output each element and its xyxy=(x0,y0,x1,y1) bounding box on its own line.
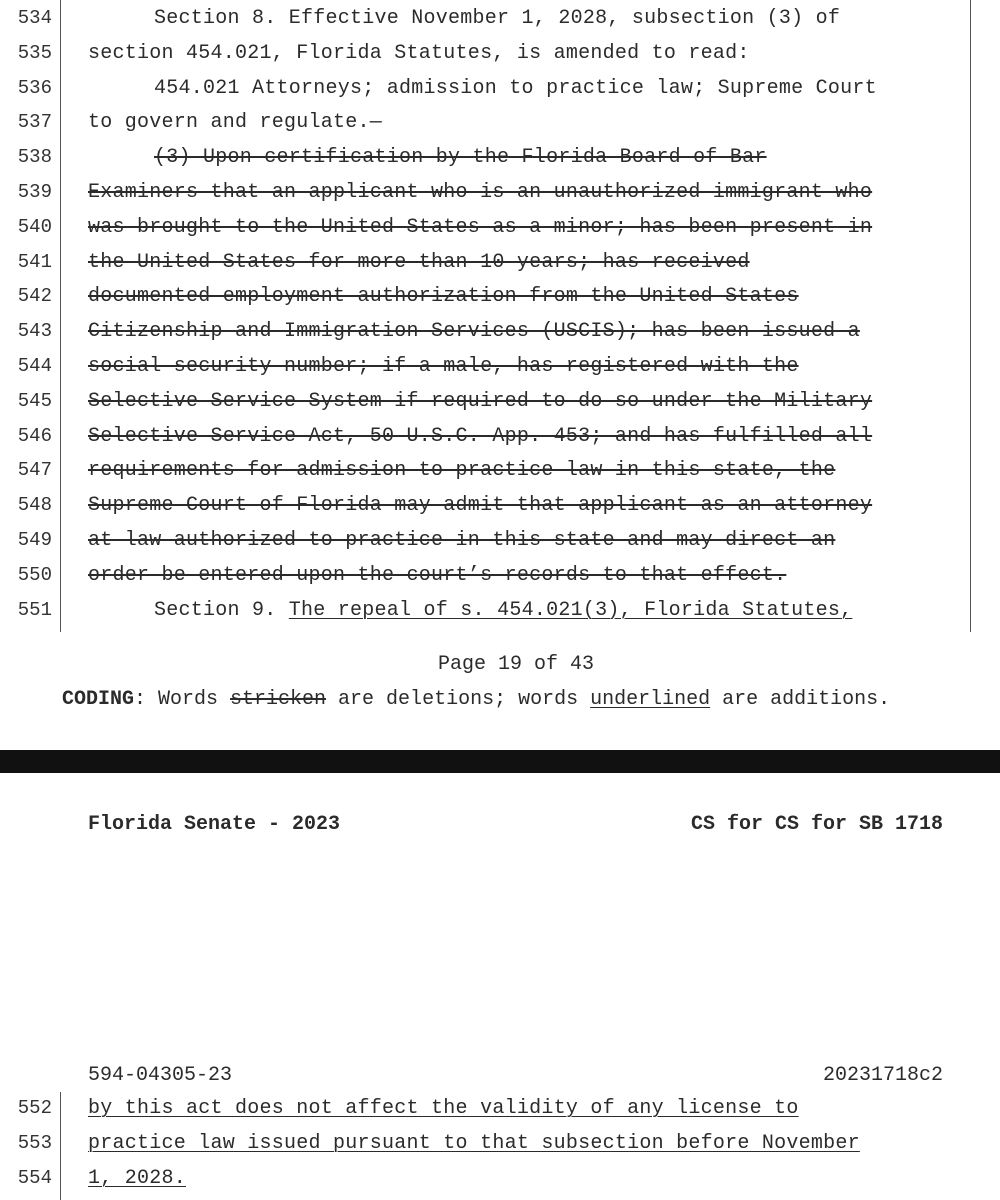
line-text xyxy=(88,42,750,65)
line-text xyxy=(88,216,872,239)
bill-line xyxy=(0,457,1000,492)
bill-line xyxy=(0,562,1000,597)
deleted-text: Supreme Court of Florida may admit that applicant as an attorney xyxy=(88,494,873,518)
bill-line xyxy=(0,1130,1000,1165)
line-text xyxy=(88,529,835,552)
document-code-left: 594-04305-23 xyxy=(88,1064,233,1087)
line-text xyxy=(88,111,382,134)
right-margin-rule xyxy=(970,0,971,632)
line-text xyxy=(88,1167,186,1190)
added-text: The repeal of s. 454.021(3), Florida Statutes, xyxy=(288,598,853,622)
added-text: 1, 2028. xyxy=(88,1166,187,1190)
text-segment: section 454.021, Florida Statutes, is amended to read: xyxy=(88,41,750,65)
line-number: 538 xyxy=(17,146,52,169)
line-number: 543 xyxy=(17,320,52,343)
bill-line xyxy=(0,5,1000,40)
coding-underlined-example: underlined xyxy=(590,688,711,711)
bill-line xyxy=(0,109,1000,144)
line-text xyxy=(88,390,872,413)
bill-line xyxy=(0,388,1000,423)
coding-label: CODING xyxy=(62,688,135,711)
deleted-text: Selective Service System if required to do so under the Military xyxy=(88,389,873,413)
line-text xyxy=(154,77,877,100)
line-number: 552 xyxy=(17,1097,52,1119)
line-number: 542 xyxy=(17,285,52,308)
bill-line xyxy=(0,179,1000,214)
bill-line xyxy=(0,353,1000,388)
line-number: 541 xyxy=(17,250,52,273)
bill-line xyxy=(0,423,1000,458)
line-text xyxy=(88,425,872,448)
deleted-text: Citizenship and Immigration Services (USCIS); has been issued a xyxy=(88,320,860,344)
line-text xyxy=(88,355,799,378)
bill-line xyxy=(0,75,1000,110)
bill-line xyxy=(0,1095,1000,1130)
line-number: 549 xyxy=(17,529,52,551)
line-number: 553 xyxy=(17,1131,52,1154)
line-text xyxy=(154,146,767,169)
deleted-text: Selective Service Act, 50 U.S.C. App. 453; and has fulfilled all xyxy=(88,424,873,448)
line-number-rule-page-2 xyxy=(60,1092,61,1200)
line-number: 546 xyxy=(17,424,52,447)
line-text xyxy=(154,599,852,622)
coding-text-1: : Words xyxy=(134,688,231,711)
line-text xyxy=(154,7,840,30)
line-text xyxy=(88,494,872,517)
line-number: 547 xyxy=(17,459,52,482)
document-code-right: 20231718c2 xyxy=(822,1064,943,1087)
line-number-rule xyxy=(60,0,61,632)
bill-line xyxy=(0,249,1000,284)
line-number: 534 xyxy=(17,7,52,29)
bill-line xyxy=(0,318,1000,353)
bill-line xyxy=(0,597,1000,632)
line-text xyxy=(88,459,835,482)
page-separator-bar xyxy=(0,750,1000,773)
line-number: 544 xyxy=(17,355,52,377)
line-text xyxy=(88,285,799,308)
line-number: 548 xyxy=(17,494,52,517)
line-number: 540 xyxy=(17,215,52,238)
text-segment: Section 8. Effective November 1, 2028, subsection (3) of xyxy=(154,7,841,30)
deleted-text: at law authorized to practice in this state and may direct an xyxy=(88,529,836,552)
deleted-text: requirements for admission to practice law in this state, the xyxy=(88,459,836,483)
line-number: 535 xyxy=(17,41,52,64)
line-number: 545 xyxy=(17,389,52,412)
line-text xyxy=(88,1132,860,1155)
header-chamber-year: Florida Senate - 2023 xyxy=(88,813,341,836)
coding-stricken-example: stricken xyxy=(230,688,327,711)
line-number: 536 xyxy=(17,76,52,99)
bill-line xyxy=(0,492,1000,527)
deleted-text: Examiners that an applicant who is an unauthorized immigrant who xyxy=(88,181,873,204)
bill-line xyxy=(0,1165,1000,1200)
line-number: 537 xyxy=(17,111,52,134)
deleted-text: (3) Upon certification by the Florida Board of Bar xyxy=(154,146,767,170)
text-segment: to govern and regulate.— xyxy=(88,111,383,135)
line-number: 550 xyxy=(17,563,52,586)
deleted-text: was brought to the United States as a minor; has been present in xyxy=(88,215,873,239)
added-text: practice law issued pursuant to that subsection before November xyxy=(88,1131,860,1155)
deleted-text: order be entered upon the court’s records to that effect. xyxy=(88,563,787,587)
line-text xyxy=(88,320,860,343)
deleted-text: documented employment authorization from the United States xyxy=(88,285,799,309)
bill-line xyxy=(0,40,1000,75)
deleted-text: the United States for more than 10 years; has received xyxy=(88,250,750,274)
bill-line xyxy=(0,214,1000,249)
deleted-text: social security number; if a male, has registered with the xyxy=(88,355,799,378)
coding-legend xyxy=(62,688,890,711)
coding-text-3: are additions. xyxy=(710,688,891,711)
line-number: 551 xyxy=(17,598,52,621)
text-segment: Section 9. xyxy=(154,598,289,622)
bill-line xyxy=(0,144,1000,179)
added-text: by this act does not affect the validity of any license to xyxy=(88,1097,799,1120)
coding-text-2: are deletions; words xyxy=(326,688,591,711)
header-bill-number: CS for CS for SB 1718 xyxy=(690,813,943,836)
line-text xyxy=(88,564,786,587)
line-number: 539 xyxy=(17,181,52,203)
line-text xyxy=(88,181,872,204)
page-number: Page 19 of 43 xyxy=(437,653,595,676)
line-text xyxy=(88,1097,799,1120)
line-text xyxy=(88,251,750,274)
line-number: 554 xyxy=(17,1166,52,1189)
text-segment: 454.021 Attorneys; admission to practice law; Supreme Court xyxy=(154,76,877,100)
bill-line xyxy=(0,527,1000,562)
bill-line xyxy=(0,283,1000,318)
